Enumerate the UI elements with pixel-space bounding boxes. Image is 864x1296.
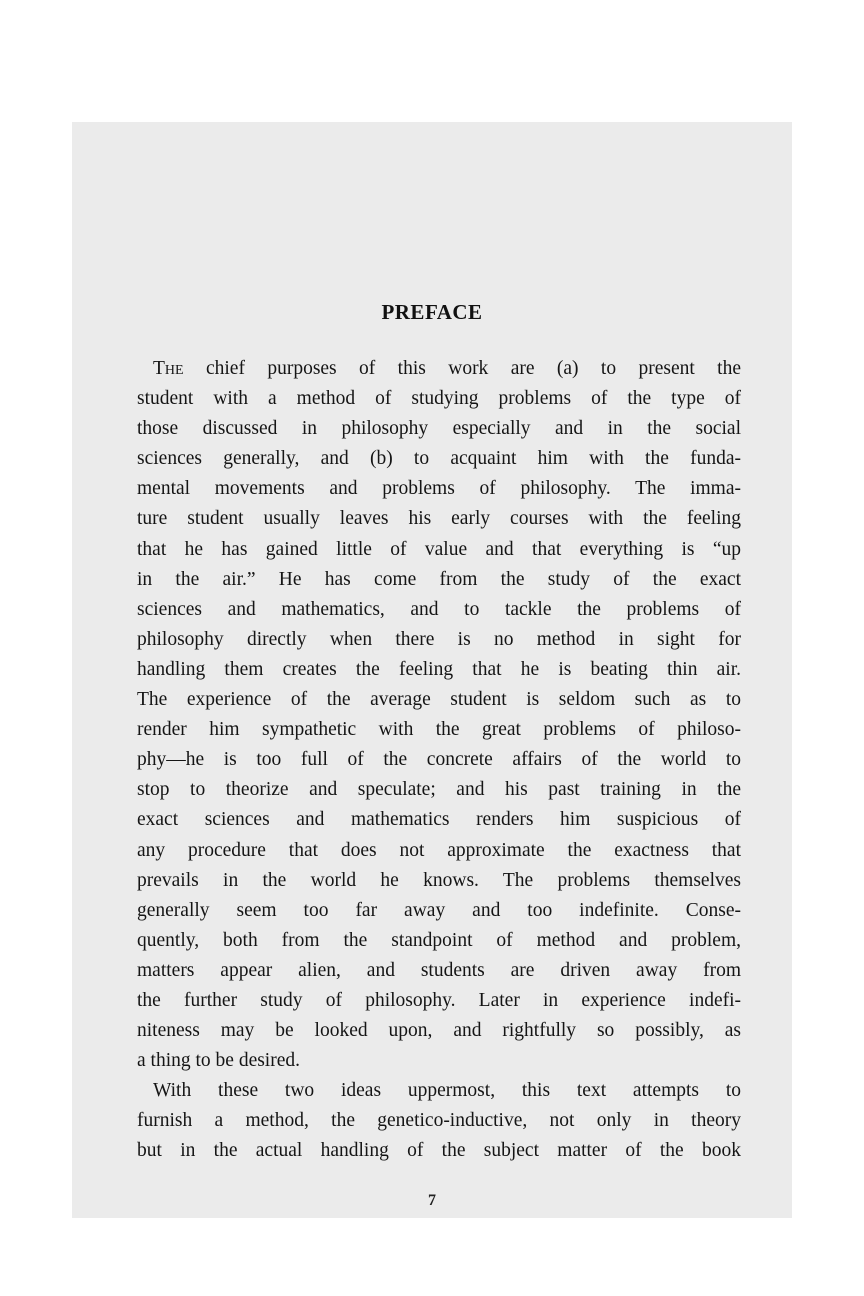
text-line: quently, both from the standpoint of method and problem, (137, 929, 741, 951)
text-line: matters appear alien, and students are driven away from (137, 959, 741, 981)
text-line: furnish a method, the genetico-inductive, not only in theory (137, 1110, 741, 1132)
text-line (137, 354, 741, 384)
text-line: a thing to be desired. (137, 1050, 300, 1072)
text-line: philosophy directly when there is no method in sight for (137, 628, 741, 650)
page-number: 7 (428, 1192, 436, 1209)
text-line: those discussed in philosophy especially and in the social (137, 418, 741, 440)
text-line: any procedure that does not approximate the exactness that (137, 839, 741, 861)
text-line: in the air.” He has come from the study of the exact (137, 568, 741, 590)
text-line: ture student usually leaves his early courses with the feeling (137, 508, 741, 530)
drop-word: The (153, 358, 184, 379)
text-line: exact sciences and mathematics renders him suspicious of (137, 809, 741, 831)
text-line: With these two ideas uppermost, this text attempts to (153, 1080, 741, 1102)
text-line: sciences and mathematics, and to tackle the problems of (137, 598, 741, 620)
text-line: prevails in the world he knows. The problems themselves (137, 869, 741, 891)
text-line: The experience of the average student is seldom such as to (137, 689, 741, 711)
text-line: sciences generally, and (b) to acquaint him with the funda- (137, 448, 741, 470)
text-line: phy—he is too full of the concrete affairs of the world to (137, 749, 741, 771)
text-line: handling them creates the feeling that he is beating thin air. (137, 658, 741, 680)
text-line: generally seem too far away and too indefinite. Conse- (137, 899, 741, 921)
text-line: niteness may be looked upon, and rightfully so possibly, as (137, 1020, 741, 1042)
text-line: the further study of philosophy. Later in experience indefi- (137, 989, 741, 1011)
text-line: stop to theorize and speculate; and his past training in the (137, 779, 741, 801)
text-line: that he has gained little of value and that everything is “up (137, 538, 741, 560)
text-line: student with a method of studying problems of the type of (137, 388, 741, 410)
text-line: but in the actual handling of the subject matter of the book (137, 1140, 741, 1162)
page-title: PREFACE (381, 300, 483, 324)
body-text (137, 354, 741, 1167)
text-line: render him sympathetic with the great problems of philoso- (137, 719, 741, 741)
text-line-content: chief purposes of this work are (a) to present the (183, 358, 741, 379)
text-line: mental movements and problems of philosophy. The imma- (137, 478, 741, 500)
